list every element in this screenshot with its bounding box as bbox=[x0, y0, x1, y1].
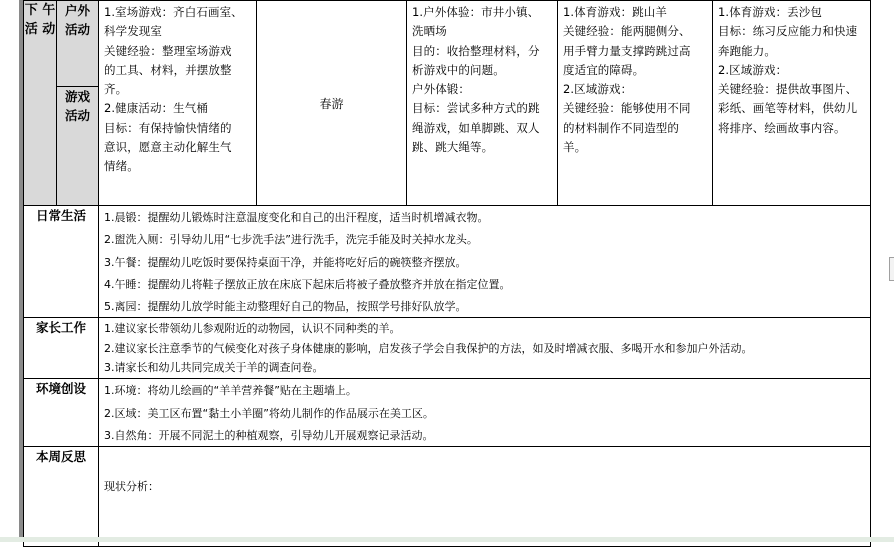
afternoon-activity-header bbox=[24, 1, 57, 206]
daily-life-item: 3.午餐：提醒幼儿吃饭时要保持桌面干净，并能将吃好后的碗筷整齐摆放。 bbox=[104, 255, 467, 269]
scroll-marker[interactable] bbox=[889, 257, 894, 281]
afternoon-tuesday-cell bbox=[257, 1, 407, 206]
afternoon-friday-text: 1.体育游戏：丢沙包 目标：练习反应能力和快速 奔跑能力。 2.区域游戏： 关键经验：提供故事图片、 彩纸、画笔等材料，供幼儿 将排序、绘画故事内容。 bbox=[718, 5, 858, 135]
environment-header bbox=[24, 379, 99, 447]
daily-life-content bbox=[99, 206, 871, 318]
afternoon-monday-cell bbox=[99, 1, 257, 206]
weekly-reflection-label: 本周反思 bbox=[35, 449, 86, 465]
daily-life-item: 4.午睡：提醒幼儿将鞋子摆放正放在床底下起床后将被子叠放整齐并放在指定位置。 bbox=[104, 277, 511, 291]
window-bottom-bar bbox=[0, 537, 894, 542]
game-activity-label: 游戏 活动 bbox=[64, 89, 90, 123]
daily-life-item: 5.离园：提醒幼儿放学时能主动整理好自己的物品，按照学号排好队放学。 bbox=[104, 300, 467, 314]
daily-life-item: 1.晨锻：提醒幼儿锻炼时注意温度变化和自己的出汗程度，适当时机增减衣物。 bbox=[104, 211, 489, 224]
parent-work-item: 3.请家长和幼儿共同完成关于羊的调查问卷。 bbox=[104, 361, 324, 375]
afternoon-thursday-cell bbox=[558, 1, 713, 206]
outdoor-activity-label: 户外 活动 bbox=[64, 3, 90, 37]
parent-work-content bbox=[99, 318, 871, 379]
environment-content bbox=[99, 379, 871, 447]
game-activity-header bbox=[57, 87, 99, 206]
parent-work-item: 1.建议家长带领幼儿参观附近的动物园，认识不同种类的羊。 bbox=[104, 322, 401, 336]
afternoon-monday-text: 1.室场游戏：齐白石画室、 科学发现室 关键经验：整理室场游戏 的工具、材料，并摆放整 齐。 2.健康活动：生气桶 目标：有保持愉快情绪的 意识，愿意主动化解生气 情绪。 bbox=[104, 5, 243, 174]
weekly-plan-table bbox=[23, 0, 871, 547]
afternoon-friday-cell bbox=[713, 1, 871, 206]
environment-item: 1.环境：将幼儿绘画的“羊羊营养餐”贴在主题墙上。 bbox=[104, 384, 357, 398]
afternoon-wednesday-text: 1.户外体验：市井小镇、 洗晒场 目的：收拾整理材料，分 析游戏中的问题。 户外体锻： 目标：尝试多种方式的跳 绳游戏，如单脚跳、双人 跳、跳大绳等。 bbox=[412, 5, 540, 155]
afternoon-activity-label: 下 午 活 动 bbox=[24, 3, 56, 37]
parent-work-header bbox=[24, 318, 99, 379]
daily-life-label: 日常生活 bbox=[35, 208, 86, 223]
environment-item: 3.自然角：开展不同泥土的种植观察，引导幼儿开展观察记录活动。 bbox=[104, 429, 434, 443]
weekly-reflection-content bbox=[99, 447, 871, 547]
environment-item: 2.区域：美工区布置“黏土小羊圈”将幼儿制作的作品展示在美工区。 bbox=[104, 406, 434, 420]
weekly-reflection-header bbox=[24, 447, 99, 547]
parent-work-item: 2.建议家长注意季节的气候变化对孩子身体健康的影响，启发孩子学会自我保护的方法，如及时增减衣服、多喝开水和参加户外活动。 bbox=[104, 341, 753, 355]
environment-label: 环境创设 bbox=[35, 381, 86, 397]
afternoon-thursday-text: 1.体育游戏：跳山羊 关键经验：能两腿侧分、 用手臂力量支撑跨跳过高 度适宜的障碍。 2.区域游戏： 关键经验：能够使用不同 的材料制作不同造型的 羊。 bbox=[563, 5, 691, 155]
afternoon-tuesday-text: 春游 bbox=[319, 96, 344, 111]
daily-life-header bbox=[24, 206, 99, 318]
outdoor-activity-header bbox=[57, 1, 99, 87]
daily-life-item: 2.盥洗入厕：引导幼儿用“七步洗手法”进行洗手，洗完手能及时关掉水龙头。 bbox=[104, 233, 478, 247]
afternoon-wednesday-cell bbox=[407, 1, 558, 206]
status-analysis-text: 现状分析： bbox=[104, 479, 159, 493]
parent-work-label: 家长工作 bbox=[35, 320, 86, 336]
